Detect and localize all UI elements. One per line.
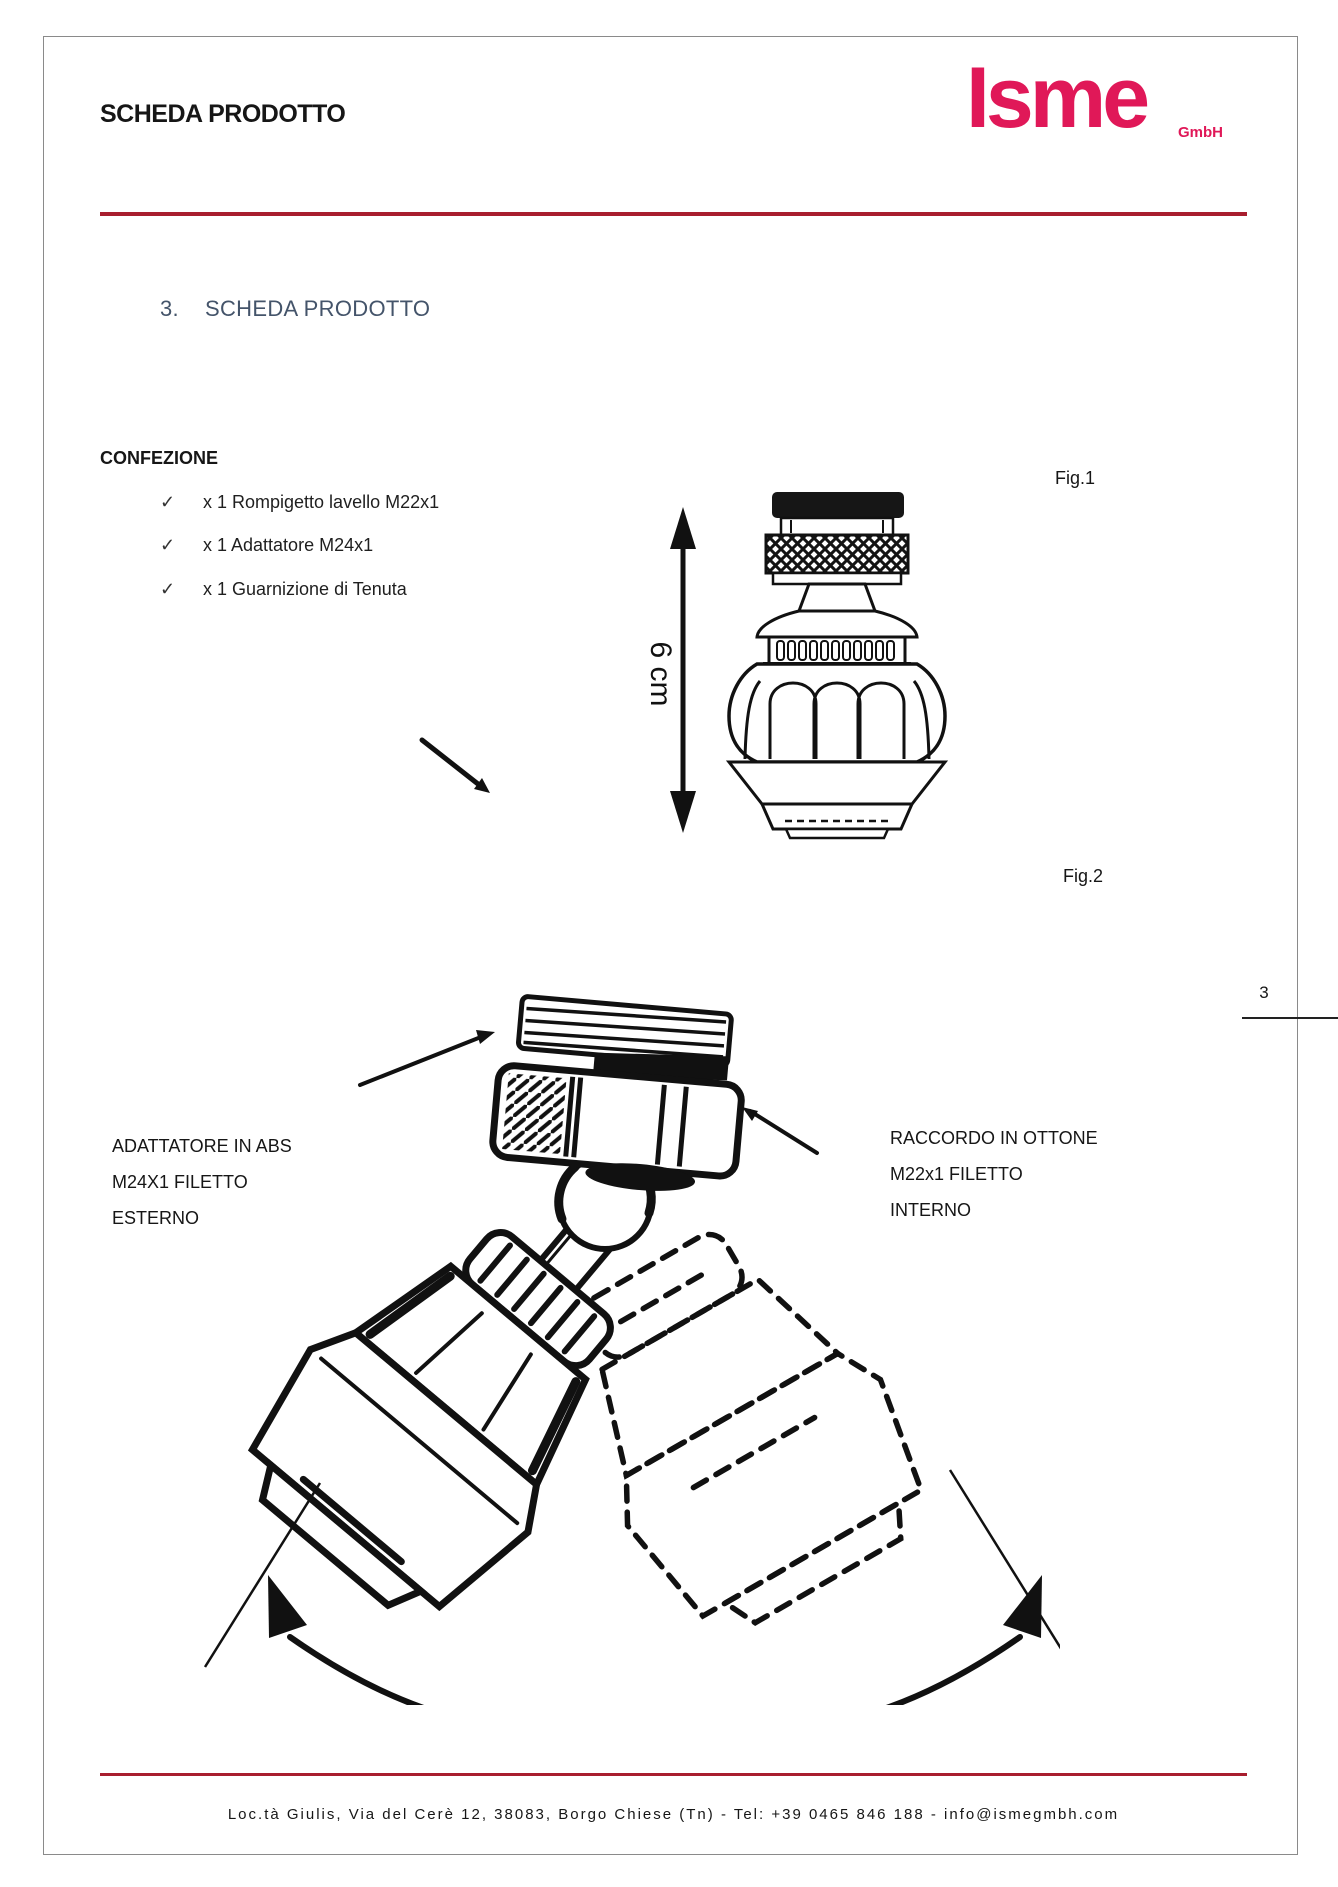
section-number: 3. — [160, 296, 179, 321]
list-item-label: x 1 Rompigetto lavello M22x1 — [203, 492, 440, 512]
header-divider — [100, 212, 1247, 216]
aerator-illustration — [729, 492, 945, 838]
figure2-drawing — [150, 945, 1060, 1705]
confezione-heading: CONFEZIONE — [100, 448, 219, 468]
figure1-label: Fig.1 — [1055, 468, 1096, 488]
footer-address: Loc.tà Giulis, Via del Cerè 12, 38083, Borgo Chiese (Tn) - Tel: +39 0465 846 188 - info@ismegmbh.com — [227, 1806, 1120, 1823]
company-logo: Isme — [966, 50, 1147, 146]
fitting-label — [890, 1120, 1098, 1228]
list-item-label: x 1 Guarnizione di Tenuta — [203, 579, 407, 599]
adapter-and-nut — [490, 995, 749, 1199]
page-number-line — [1242, 1017, 1338, 1019]
check-icon: ✓ — [160, 535, 176, 555]
left-leader-arrow-icon — [360, 1030, 495, 1085]
dimension-arrow-icon — [644, 507, 696, 833]
check-icon: ✓ — [160, 579, 176, 599]
adapter-label-line: ESTERNO — [112, 1208, 200, 1228]
figure1-drawing — [550, 450, 1030, 850]
page-title: SCHEDA PRODOTTO — [100, 100, 346, 128]
leader-arrow-icon — [408, 728, 508, 808]
list-item-label: x 1 Adattatore M24x1 — [203, 535, 374, 555]
fitting-label-line: RACCORDO IN OTTONE — [890, 1128, 1098, 1148]
dimension-text: 6 cm — [644, 641, 677, 707]
check-icon: ✓ — [160, 492, 176, 512]
right-leader-arrow-icon — [742, 1107, 817, 1153]
fitting-label-line: M22x1 FILETTO — [890, 1164, 1023, 1184]
adapter-label-line: ADATTATORE IN ABS — [112, 1136, 292, 1156]
adapter-label — [112, 1128, 292, 1236]
page-number: 3 — [1259, 983, 1269, 1002]
section-heading — [160, 296, 430, 322]
footer-divider — [100, 1773, 1247, 1776]
adapter-label-line: M24X1 FILETTO — [112, 1172, 248, 1192]
fitting-label-line: INTERNO — [890, 1200, 971, 1220]
section-title: SCHEDA PRODOTTO — [205, 296, 431, 321]
figure2-label: Fig.2 — [1063, 866, 1104, 886]
company-logo-suffix: GmbH — [1178, 124, 1223, 141]
